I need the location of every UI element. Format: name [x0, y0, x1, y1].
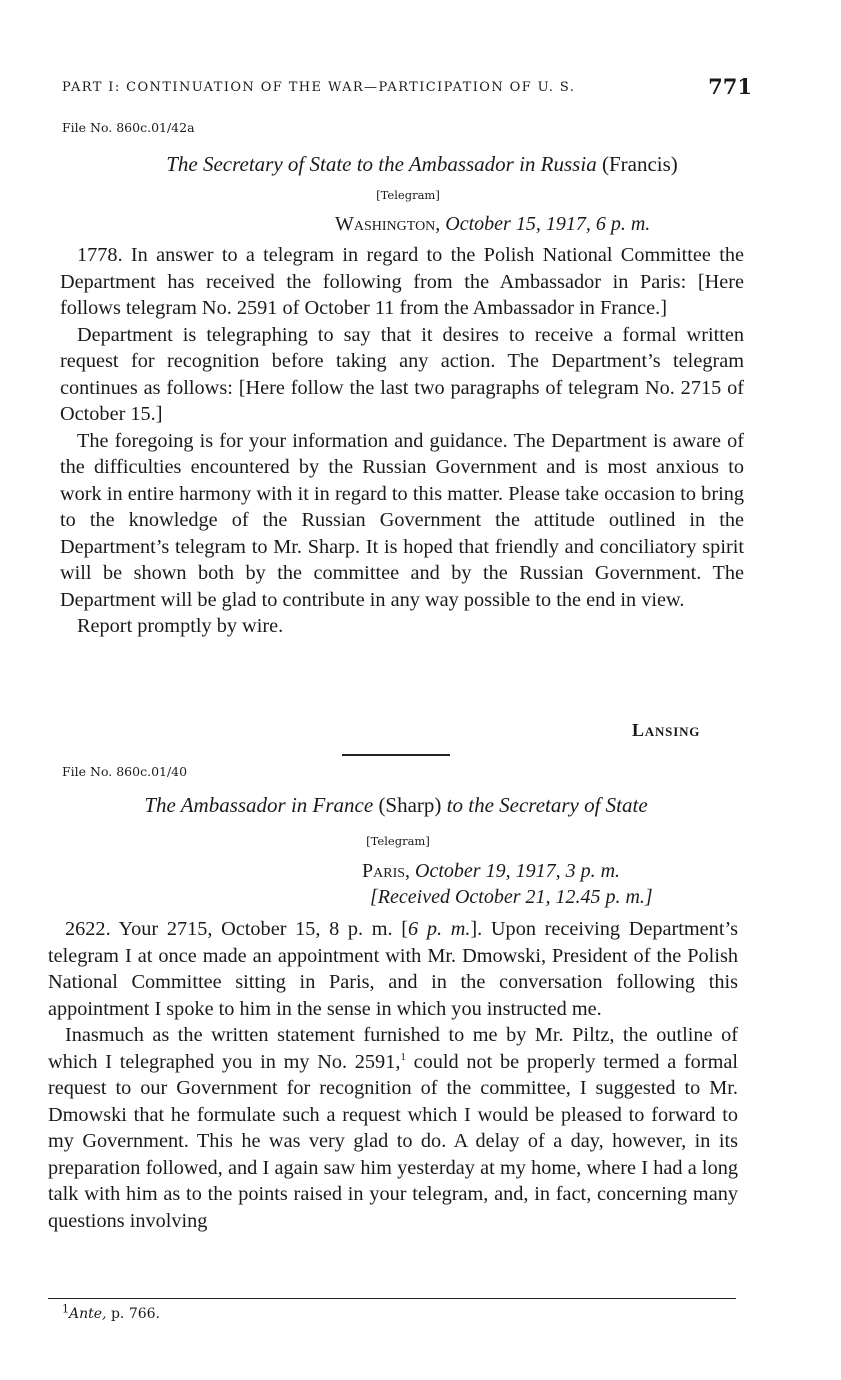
heading-text: The Ambassador in France	[144, 793, 374, 817]
file-number: File No. 860c.01/42a	[62, 120, 195, 135]
body-paragraph	[48, 1022, 738, 1234]
text-run: 6 p. m.	[408, 918, 471, 940]
text-run: 2622. Your 2715, October 15, 8 p. m. [	[65, 918, 409, 940]
text-run: could not be properly termed a formal request to our Government for recognition of the committee, I suggested to Mr. Dmowski that he formulate such a request which I would be pleased to forward to my Government. This he was very glad to do. A delay of a day, however, in its preparation followed, and I again saw him yesterday at my home, where I had a long talk with him as to the points raised in your telegram, and, in fact, concerning many questions involving	[48, 1050, 738, 1232]
file-number: File No. 860c.01/40	[62, 764, 188, 779]
document-heading	[62, 152, 782, 177]
footnote-mark: 1	[62, 1302, 69, 1316]
dateline	[335, 213, 650, 236]
body-paragraph: Report promptly by wire.	[77, 615, 284, 637]
dateline-date: October 19, 1917, 3 p. m.	[415, 860, 621, 882]
body-paragraph: Department is telegraphing to say that it desires to receive a formal written request for recognition before taking any action. The Department’s telegram continues as follows: [Here follow the last two paragraphs of telegram No. 2715 of October 15.]	[60, 323, 744, 425]
telegram-tag: [Telegram]	[366, 834, 430, 848]
dateline	[362, 860, 620, 883]
running-title: PART I: CONTINUATION OF THE WAR—PARTICIPATION OF U. S.	[62, 80, 576, 95]
page-number: 771	[708, 74, 752, 99]
footnote-page: p. 766.	[106, 1306, 160, 1322]
text-run: ]. Upon receiving Department’s telegram I at once made an appointment with Mr. Dmowski, President of the Polish National Committee sitting in Paris, and in the conversation following this appointment I spoke to him in the sense in which you instructed me.	[48, 918, 738, 1020]
section-divider	[342, 754, 450, 756]
dateline-place: Paris,	[362, 860, 411, 882]
document-body	[48, 916, 738, 1234]
heading-name: (Francis)	[601, 152, 678, 176]
document-heading	[60, 793, 732, 818]
received-line: [Received October 21, 12.45 p. m.]	[370, 886, 653, 908]
dateline-date: October 15, 1917, 6 p. m.	[445, 213, 651, 235]
telegram-tag: [Telegram]	[376, 188, 440, 202]
heading-name: (Sharp)	[378, 793, 442, 817]
dateline-place: Washington,	[335, 213, 441, 235]
footnote-ref: Ante,	[69, 1306, 107, 1322]
footnote-marker: 1	[400, 1050, 406, 1063]
signature: Lansing	[632, 720, 701, 740]
body-paragraph: 1778. In answer to a telegram in regard to the Polish National Committee the Department has received the following from the Ambassador in Paris: [Here follows telegram No. 2591 of October 11 from the Ambassador in France.]	[60, 244, 744, 319]
text-run: Inasmuch as the written statement furnished to me by Mr. Piltz, the outline of which I telegraphed you in my No. 2591,	[48, 1024, 738, 1073]
document-body	[60, 242, 744, 640]
heading-text: to the Secretary of State	[446, 793, 648, 817]
body-paragraph: The foregoing is for your information and guidance. The Department is aware of the difficulties encountered by the Russian Government and is most anxious to work in entire harmony with it in regard to this matter. Please take occasion to bring to the knowledge of the Russian Government the attitude outlined in the Department’s telegram to Mr. Sharp. It is hoped that friendly and conciliatory spirit will be shown both by the committee and by the Russian Government. The Department will be glad to contribute in any way possible to the end in view.	[60, 429, 744, 611]
heading-text: The Secretary of State to the Ambassador in Russia	[166, 152, 597, 176]
body-paragraph	[48, 916, 738, 1022]
running-header	[62, 74, 752, 102]
footnote-rule	[48, 1298, 736, 1299]
footnote	[62, 1302, 160, 1322]
